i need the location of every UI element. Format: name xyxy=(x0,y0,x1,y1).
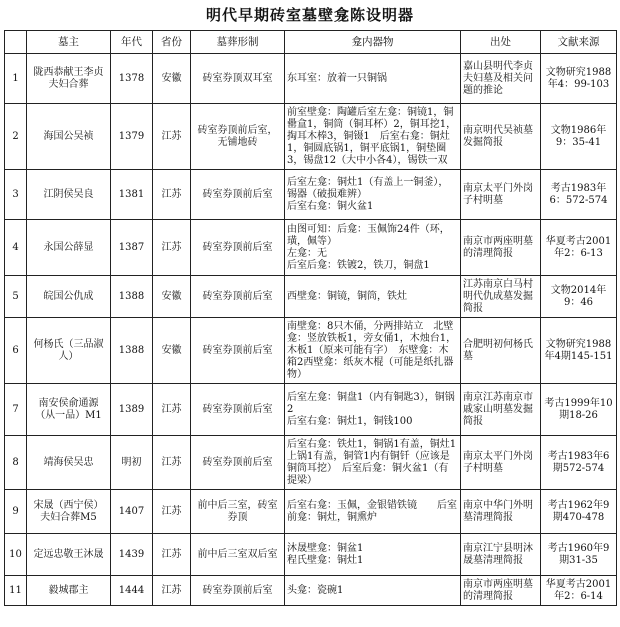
row-province: 江苏 xyxy=(153,104,191,170)
row-ref: 考古1983年6：572-574 xyxy=(541,170,617,220)
row-form: 砖室券顶前后室，无铺地砖 xyxy=(191,104,285,170)
header-row xyxy=(5,31,617,54)
row-owner: 靖海侯吴忠 xyxy=(27,436,111,490)
row-ref: 文物2014年9：46 xyxy=(541,276,617,318)
row-province: 安徽 xyxy=(153,54,191,104)
row-year: 1439 xyxy=(111,534,153,576)
table-row xyxy=(5,576,617,606)
table-row xyxy=(5,54,617,104)
row-items: 东耳室：放着一只铜锅 xyxy=(285,54,461,104)
row-form: 砖室券顶前后室 xyxy=(191,384,285,436)
row-owner: 宋晟（西宁侯）夫妇合葬M5 xyxy=(27,490,111,534)
row-ref: 文物研究1988年4期145-151 xyxy=(541,318,617,384)
row-ref: 考古1962年9期470-478 xyxy=(541,490,617,534)
header-source: 出处 xyxy=(461,31,541,54)
header-form: 墓葬形制 xyxy=(191,31,285,54)
row-items: 西壁龛：铜镜，铜筒，铁灶 xyxy=(285,276,461,318)
row-source: 南京市两座明墓的清理简报 xyxy=(461,576,541,606)
row-province: 江苏 xyxy=(153,576,191,606)
row-form: 砖室券顶前后室 xyxy=(191,436,285,490)
header-province: 省份 xyxy=(153,31,191,54)
row-province: 安徽 xyxy=(153,276,191,318)
row-items: 后室左龛：铜盘1（内有铜匙3），铜锅2 后室右龛：铜灶1，铜钱100 xyxy=(285,384,461,436)
row-owner: 南安侯俞通源（从一品）M1 xyxy=(27,384,111,436)
row-source: 南京中华门外明墓清理简报 xyxy=(461,490,541,534)
row-year: 1444 xyxy=(111,576,153,606)
row-no: 8 xyxy=(5,436,27,490)
row-province: 江苏 xyxy=(153,384,191,436)
page-title: 明代早期砖室墓壁龛陈设明器 xyxy=(205,6,414,24)
row-no: 9 xyxy=(5,490,27,534)
row-items: 前室壁龛：陶罐后室左龛：铜镜1，铜罍盒1，铜筒（铜耳杯）2，铜耳挖1，掏耳木棒3，铜镊1 后室右龛：铜灶1，铜圆底锅1，铜平底锅1，铜垫圈3，锡盘12（大中小各4），锡铁一双 xyxy=(285,104,461,170)
table-row xyxy=(5,104,617,170)
row-form: 砖室券顶前后室 xyxy=(191,276,285,318)
header-no xyxy=(5,31,27,54)
row-year: 1389 xyxy=(111,384,153,436)
row-no: 10 xyxy=(5,534,27,576)
row-no: 5 xyxy=(5,276,27,318)
row-owner: 定远忠敬王沐晟 xyxy=(27,534,111,576)
row-year: 1388 xyxy=(111,318,153,384)
table-row xyxy=(5,436,617,490)
row-source: 南京市两座明墓的清理简报 xyxy=(461,220,541,276)
row-ref: 华夏考古2001年2：6-13 xyxy=(541,220,617,276)
row-items: 后室左龛：铜灶1（有盖上一铜釜），锡器（破损难辨） 后室右龛：铜火盆1 xyxy=(285,170,461,220)
row-owner: 海国公吴祯 xyxy=(27,104,111,170)
row-province: 江苏 xyxy=(153,170,191,220)
table-row xyxy=(5,318,617,384)
row-form: 砖室券顶前后室 xyxy=(191,170,285,220)
header-owner: 墓主 xyxy=(27,31,111,54)
row-items: 头龛：瓷碗1 xyxy=(285,576,461,606)
row-year: 明初 xyxy=(111,436,153,490)
row-year: 1407 xyxy=(111,490,153,534)
row-owner: 皖国公仇成 xyxy=(27,276,111,318)
row-owner: 江阴侯吴良 xyxy=(27,170,111,220)
row-province: 江苏 xyxy=(153,220,191,276)
table-row xyxy=(5,276,617,318)
row-owner: 何杨氏（三品淑人） xyxy=(27,318,111,384)
row-year: 1381 xyxy=(111,170,153,220)
row-ref: 考古1960年9期31-35 xyxy=(541,534,617,576)
row-items: 南壁龛：8只木俑，分两排站立 北壁龛：竖放铁板1，旁女俑1，木烛台1，木板1（原来可能有字） 东壁龛：木箱2西壁龛：纸灰木棍（可能是纸扎器物） xyxy=(285,318,461,384)
row-items: 沐晟壁龛：铜盆1 程氏壁龛：铜灶1 xyxy=(285,534,461,576)
row-ref: 华夏考古2001年2：6-14 xyxy=(541,576,617,606)
header-year: 年代 xyxy=(111,31,153,54)
row-items: 由图可知：后龛：玉佩饰24件（环，璜，佩等） 左龛：无 后室后龛：铁镀2，铁刀，铜盘1 xyxy=(285,220,461,276)
row-year: 1388 xyxy=(111,276,153,318)
row-source: 南京太平门外岗子村明墓 xyxy=(461,436,541,490)
header-ref: 文献来源 xyxy=(541,31,617,54)
row-source: 南京太平门外岗子村明墓 xyxy=(461,170,541,220)
row-no: 6 xyxy=(5,318,27,384)
row-ref: 文物1986年9：35-41 xyxy=(541,104,617,170)
row-no: 7 xyxy=(5,384,27,436)
row-form: 砖室券顶前后室 xyxy=(191,220,285,276)
table-row xyxy=(5,170,617,220)
row-form: 前中后三室，砖室券顶 xyxy=(191,490,285,534)
row-province: 江苏 xyxy=(153,534,191,576)
row-source: 南京明代吴祯墓发掘简报 xyxy=(461,104,541,170)
row-form: 砖室券顶前后室 xyxy=(191,576,285,606)
row-ref: 文物研究1988年4：99-103 xyxy=(541,54,617,104)
row-ref: 考古1999年10期18-26 xyxy=(541,384,617,436)
table-row xyxy=(5,384,617,436)
row-form: 前中后三室双后室 xyxy=(191,534,285,576)
row-year: 1379 xyxy=(111,104,153,170)
row-province: 江苏 xyxy=(153,490,191,534)
row-year: 1387 xyxy=(111,220,153,276)
row-source: 江苏南京白马村明代仇成墓发掘简报 xyxy=(461,276,541,318)
row-no: 2 xyxy=(5,104,27,170)
row-no: 3 xyxy=(5,170,27,220)
row-ref: 考古1983年6期572-574 xyxy=(541,436,617,490)
row-source: 南京江宁县明沐晟墓清理简报 xyxy=(461,534,541,576)
row-items: 后室右龛：铁灶1，铜锅1有盖，铜灶1上锅1有盖，铜管1内有铜钎（应该是铜筒耳挖） 后室后龛：铜火盆1（有提梁） xyxy=(285,436,461,490)
row-source: 南京江苏南京市戚家山明墓发掘简报 xyxy=(461,384,541,436)
row-no: 1 xyxy=(5,54,27,104)
row-source: 合肥明初何杨氏墓 xyxy=(461,318,541,384)
row-form: 砖室券顶双耳室 xyxy=(191,54,285,104)
tomb-niche-table xyxy=(4,30,617,606)
row-province: 安徽 xyxy=(153,318,191,384)
row-owner: 永国公薛显 xyxy=(27,220,111,276)
table-row xyxy=(5,534,617,576)
row-province: 江苏 xyxy=(153,436,191,490)
row-owner: 陇西恭献王李贞夫妇合葬 xyxy=(27,54,111,104)
row-items: 后室右龛：玉佩，金银错铁镜 后室前龛：铜灶，铜熏炉 xyxy=(285,490,461,534)
header-items: 龛内器物 xyxy=(285,31,461,54)
table-row xyxy=(5,220,617,276)
row-form: 砖室券顶前后室 xyxy=(191,318,285,384)
row-no: 4 xyxy=(5,220,27,276)
row-no: 11 xyxy=(5,576,27,606)
row-year: 1378 xyxy=(111,54,153,104)
row-source: 嘉山县明代李贞夫妇墓及相关问题的推论 xyxy=(461,54,541,104)
row-owner: 毅城郡主 xyxy=(27,576,111,606)
table-row xyxy=(5,490,617,534)
